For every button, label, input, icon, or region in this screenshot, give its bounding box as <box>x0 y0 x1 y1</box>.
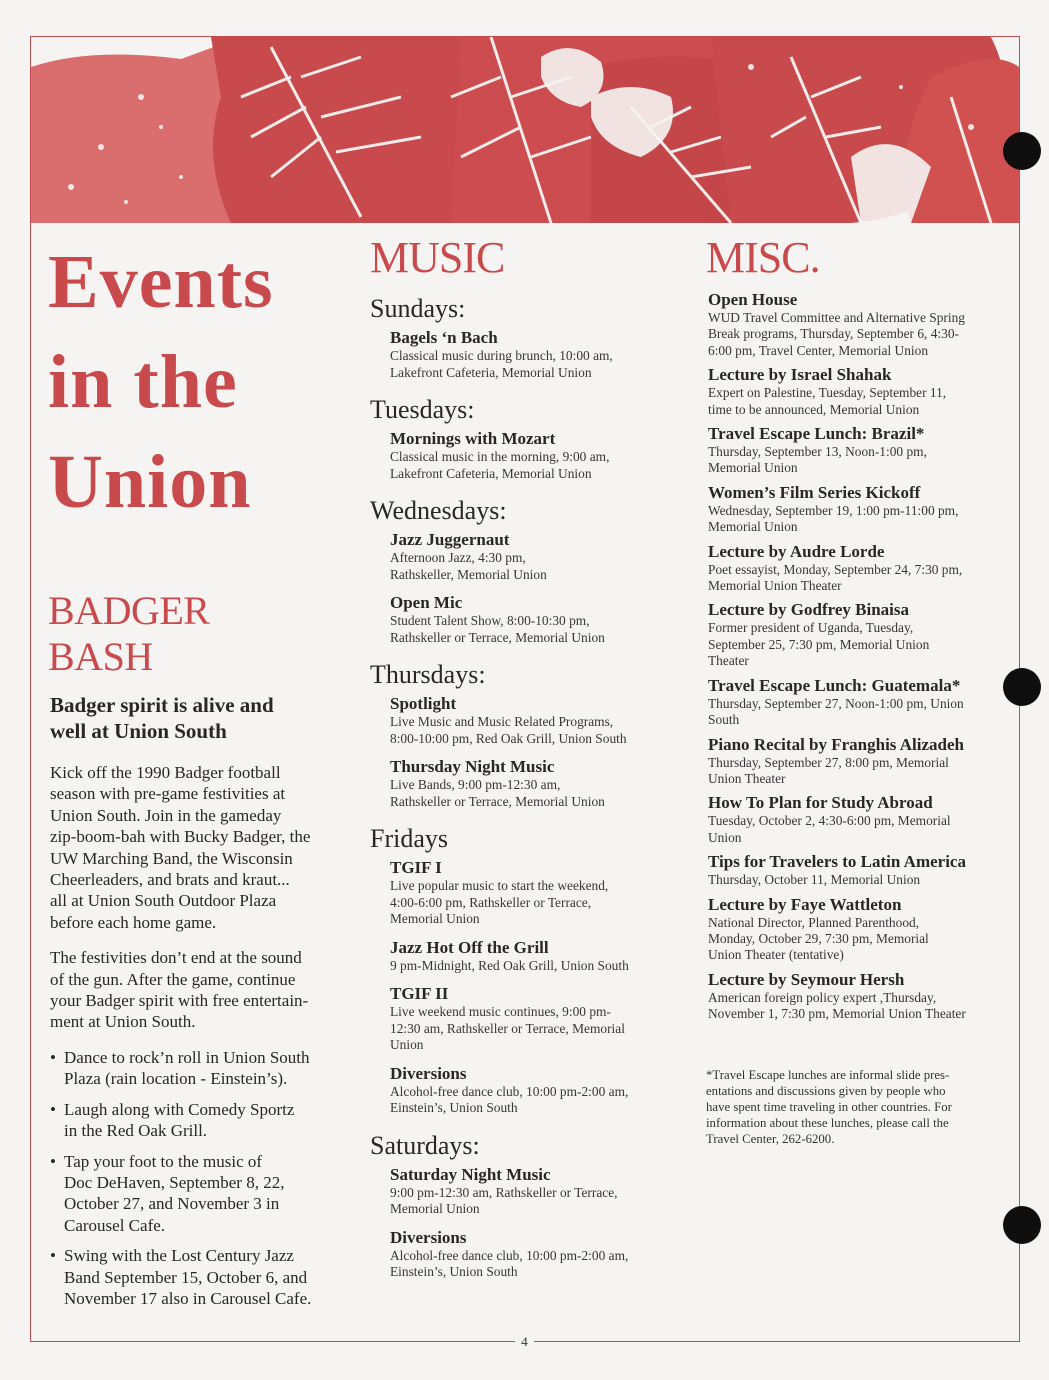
detail-line: Former president of Uganda, Tuesday, <box>708 620 914 636</box>
music-event-details <box>390 1185 680 1218</box>
music-event-title: Thursday Night Music <box>390 757 555 776</box>
footnote-line: information about these lunches, please call the <box>706 1115 949 1130</box>
detail-line: 9:00 pm-12:30 am, Rathskeller or Terrace, <box>390 1184 618 1200</box>
music-day-heading: Sundays: <box>370 294 466 323</box>
misc-event <box>708 895 1016 964</box>
music-event-details <box>390 714 680 747</box>
misc-event-details <box>708 813 1016 846</box>
music-event <box>390 530 680 583</box>
heading-line: BASH <box>48 634 153 679</box>
paragraph-line: Cheerleaders, and brats and kraut... <box>50 870 290 890</box>
music-event <box>390 328 680 381</box>
paragraph-line: all at Union South Outdoor Plaza <box>50 891 277 911</box>
misc-event-title: Lecture by Godfrey Binaisa <box>708 600 910 620</box>
detail-line: Union Theater (tentative) <box>708 947 844 963</box>
detail-line: Memorial Union <box>390 911 480 926</box>
music-event-details <box>390 878 680 928</box>
list-item-line: Carousel Cafe. <box>64 1215 166 1235</box>
music-event-title: Mornings with Mozart <box>390 429 556 448</box>
misc-event-title: Women’s Film Series Kickoff <box>708 482 921 502</box>
detail-line: time to be announced, Memorial Union <box>708 401 920 417</box>
misc-event-title: Lecture by Faye Wattleton <box>708 894 902 914</box>
detail-line: Theater <box>708 653 749 669</box>
detail-line: Thursday, September 13, Noon-1:00 pm, <box>708 444 927 460</box>
detail-line: Live weekend music continues, 9:00 pm- <box>390 1004 611 1019</box>
list-item-line: Doc DeHaven, September 8, 22, <box>64 1172 285 1192</box>
misc-event <box>708 970 1016 1023</box>
badger-bash-list <box>48 1047 348 1309</box>
music-event-title: Diversions <box>390 1063 467 1083</box>
list-item-line: October 27, and November 3 in <box>64 1194 280 1214</box>
list-item-line: in the Red Oak Grill. <box>64 1121 208 1141</box>
music-event <box>390 858 680 928</box>
list-item <box>48 1151 348 1237</box>
misc-event-details <box>708 385 1016 418</box>
misc-event-title: Lecture by Audre Lorde <box>708 541 885 561</box>
music-day-heading: Fridays <box>370 824 448 853</box>
music-event-title: TGIF I <box>390 858 442 877</box>
music-event-title: Jazz Hot Off the Grill <box>390 937 549 957</box>
detail-line: Memorial Union Theater <box>708 578 842 594</box>
misc-event-title: Tips for Travelers to Latin America <box>708 852 966 872</box>
paragraph-line: Kick off the 1990 Badger football <box>50 763 281 782</box>
music-event-title: Jazz Juggernaut <box>390 530 510 549</box>
music-event-details <box>390 958 680 975</box>
misc-event-details <box>708 503 1016 536</box>
detail-line: Union Theater <box>708 770 786 786</box>
paragraph-line: zip-boom-bah with Bucky Badger, the <box>50 827 311 847</box>
paragraph-line: before each home game. <box>50 912 217 932</box>
music-schedule <box>370 294 680 1281</box>
detail-line: Union <box>390 1037 424 1052</box>
detail-line: 8:00-10:00 pm, Red Oak Grill, Union South <box>390 730 627 746</box>
detail-line: Classical music during brunch, 10:00 am, <box>390 348 613 363</box>
left-column <box>48 232 348 1318</box>
misc-event-details <box>708 310 1016 359</box>
detail-line: Lakefront Cafeteria, Memorial Union <box>390 364 592 380</box>
misc-heading: MISC. <box>706 233 820 282</box>
misc-event-title: Lecture by Israel Shahak <box>708 365 892 385</box>
page-title <box>48 232 348 532</box>
misc-event-title: Travel Escape Lunch: Guatemala* <box>708 675 961 695</box>
list-item-line: November 17 also in Carousel Cafe. <box>64 1288 312 1308</box>
page-number-text: 4 <box>515 1334 534 1349</box>
paragraph-line: Union South. Join in the gameday <box>50 805 282 825</box>
music-event <box>390 757 680 810</box>
misc-event-details <box>708 872 1016 888</box>
music-event-title: Spotlight <box>390 694 457 713</box>
music-column <box>370 232 680 1291</box>
badger-bash-paragraph-2 <box>50 947 348 1033</box>
binder-hole-icon <box>1003 1206 1041 1244</box>
list-item <box>48 1047 348 1090</box>
paragraph-line: The festivities don’t end at the sound <box>50 948 302 968</box>
badger-bash-subtitle <box>50 692 348 744</box>
music-event <box>390 593 680 646</box>
detail-line: Memorial Union <box>390 1201 480 1216</box>
detail-line: Live Music and Music Related Programs, <box>390 714 614 729</box>
detail-line: Student Talent Show, 8:00-10:30 pm, <box>390 613 590 628</box>
detail-line: 6:00 pm, Travel Center, Memorial Union <box>708 342 929 358</box>
misc-event-title: How To Plan for Study Abroad <box>708 793 933 813</box>
detail-line: Alcohol-free dance club, 10:00 pm-2:00 am, <box>390 1247 629 1263</box>
subtitle-line: well at Union South <box>50 719 227 743</box>
paragraph-line: UW Marching Band, the Wisconsin <box>50 848 293 868</box>
misc-event-details <box>708 990 1016 1023</box>
music-event <box>390 938 680 975</box>
misc-event <box>708 542 1016 595</box>
travel-escape-footnote <box>706 1067 1016 1147</box>
detail-line: Einstein’s, Union South <box>390 1264 518 1279</box>
paragraph-line: of the gun. After the game, continue <box>50 969 296 989</box>
music-day-heading: Wednesdays: <box>370 496 507 525</box>
detail-line: Break programs, Thursday, September 6, 4:30- <box>708 326 960 342</box>
detail-line: Afternoon Jazz, 4:30 pm, <box>390 550 526 565</box>
music-event-title: TGIF II <box>390 984 449 1003</box>
subtitle-line: Badger spirit is alive and <box>50 693 274 717</box>
music-event <box>390 694 680 747</box>
badger-bash-paragraph-1 <box>50 762 348 933</box>
detail-line: Rathskeller or Terrace, Memorial Union <box>390 629 605 645</box>
music-day-heading: Tuesdays: <box>370 395 475 424</box>
list-item-line: Dance to rock’n roll in Union South <box>64 1047 310 1067</box>
music-event-details <box>390 550 680 583</box>
paragraph-line: ment at Union South. <box>50 1012 196 1032</box>
detail-line: American foreign policy expert ,Thursday, <box>708 989 937 1005</box>
music-event <box>390 1064 680 1117</box>
misc-event-details <box>708 444 1016 477</box>
detail-line: Lakefront Cafeteria, Memorial Union <box>390 465 592 481</box>
misc-event-details <box>708 620 1016 669</box>
list-item <box>48 1099 348 1142</box>
page-number <box>0 1334 1049 1350</box>
music-event-details <box>390 449 680 482</box>
detail-line: Live Bands, 9:00 pm-12:30 am, <box>390 777 561 792</box>
music-event <box>390 984 680 1054</box>
misc-event-title: Lecture by Seymour Hersh <box>708 969 905 989</box>
music-event-title: Open Mic <box>390 593 463 612</box>
music-event-title: Bagels ‘n Bach <box>390 328 498 347</box>
misc-event <box>708 852 1016 888</box>
detail-line: Memorial Union <box>708 460 798 476</box>
detail-line: Tuesday, October 2, 4:30-6:00 pm, Memorial <box>708 813 951 829</box>
detail-line: Alcohol-free dance club, 10:00 pm-2:00 am, <box>390 1083 629 1099</box>
title-line: Events <box>48 240 274 324</box>
misc-event <box>708 600 1016 669</box>
misc-event-title: Travel Escape Lunch: Brazil* <box>708 424 925 444</box>
music-event <box>390 1165 680 1218</box>
detail-line: Expert on Palestine, Tuesday, September 11, <box>708 385 947 401</box>
detail-line: Thursday, September 27, 8:00 pm, Memorial <box>708 754 949 770</box>
detail-line: Union <box>708 829 742 845</box>
music-event-details <box>390 1004 680 1054</box>
music-day-heading: Thursdays: <box>370 660 486 689</box>
misc-event <box>708 424 1016 477</box>
music-event-title: Saturday Night Music <box>390 1164 551 1184</box>
detail-line: National Director, Planned Parenthood, <box>708 914 920 930</box>
detail-line: WUD Travel Committee and Alternative Spring <box>708 310 965 325</box>
misc-event-details <box>708 696 1016 729</box>
music-event-details <box>390 613 680 646</box>
music-event <box>390 429 680 482</box>
list-item-line: Plaza (rain location - Einstein’s). <box>64 1069 288 1089</box>
detail-line: Thursday, October 11, Memorial Union <box>708 872 921 888</box>
detail-line: Wednesday, September 19, 1:00 pm-11:00 pm, <box>708 502 959 518</box>
misc-event <box>708 483 1016 536</box>
list-item-line: Tap your foot to the music of <box>64 1151 263 1171</box>
misc-event-details <box>708 915 1016 964</box>
detail-line: Live popular music to start the weekend, <box>390 878 609 893</box>
misc-events <box>706 290 1016 1023</box>
paragraph-line: season with pre-game festivities at <box>50 784 286 804</box>
footnote-line: have spent time traveling in other countries. For <box>706 1099 952 1114</box>
detail-line: 4:00-6:00 pm, Rathskeller or Terrace, <box>390 894 592 910</box>
misc-event-title: Open House <box>708 290 798 309</box>
detail-line: South <box>708 712 740 728</box>
detail-line: Rathskeller or Terrace, Memorial Union <box>390 793 605 809</box>
detail-line: 9 pm-Midnight, Red Oak Grill, Union South <box>390 957 629 973</box>
detail-line: Einstein’s, Union South <box>390 1100 518 1115</box>
misc-event-details <box>708 562 1016 595</box>
misc-event <box>708 290 1016 359</box>
music-event-details <box>390 348 680 381</box>
paragraph-line: your Badger spirit with free entertain- <box>50 991 309 1011</box>
badger-bash-heading <box>48 588 348 680</box>
binder-hole-icon <box>1003 132 1041 170</box>
misc-event-details <box>708 755 1016 788</box>
title-line: Union <box>48 440 252 524</box>
list-item-line: Swing with the Lost Century Jazz <box>64 1246 294 1266</box>
detail-line: Thursday, September 27, Noon-1:00 pm, Union <box>708 695 964 711</box>
footnote-line: Travel Center, 262-6200. <box>706 1131 835 1146</box>
music-event <box>390 1228 680 1281</box>
misc-event <box>708 735 1016 788</box>
detail-line: September 25, 7:30 pm, Memorial Union <box>708 636 930 652</box>
detail-line: Rathskeller, Memorial Union <box>390 566 547 582</box>
misc-event-title: Piano Recital by Franghis Alizadeh <box>708 734 964 754</box>
detail-line: November 1, 7:30 pm, Memorial Union Theater <box>708 1006 966 1022</box>
footnote-line: entations and discussions given by people who <box>706 1083 946 1098</box>
detail-line: Classical music in the morning, 9:00 am, <box>390 449 610 464</box>
heading-line: BADGER <box>48 588 210 633</box>
list-item-line: Laugh along with Comedy Sportz <box>64 1099 295 1119</box>
list-item-line: Band September 15, October 6, and <box>64 1267 308 1287</box>
footnote-line: *Travel Escape lunches are informal slide pres- <box>706 1067 950 1082</box>
detail-line: 12:30 am, Rathskeller or Terrace, Memorial <box>390 1020 625 1036</box>
music-event-title: Diversions <box>390 1227 467 1247</box>
misc-column <box>706 232 1016 1147</box>
music-event-details <box>390 1084 680 1117</box>
music-heading: MUSIC <box>370 233 505 282</box>
misc-event <box>708 676 1016 729</box>
music-event-details <box>390 777 680 810</box>
detail-line: Monday, October 29, 7:30 pm, Memorial <box>708 930 929 946</box>
detail-line: Poet essayist, Monday, September 24, 7:30 pm, <box>708 561 963 577</box>
title-line: in the <box>48 340 238 424</box>
music-day-heading: Saturdays: <box>370 1130 480 1160</box>
misc-event <box>708 793 1016 846</box>
misc-event <box>708 365 1016 418</box>
detail-line: Memorial Union <box>708 519 798 535</box>
music-event-details <box>390 1248 680 1281</box>
list-item <box>48 1245 348 1309</box>
